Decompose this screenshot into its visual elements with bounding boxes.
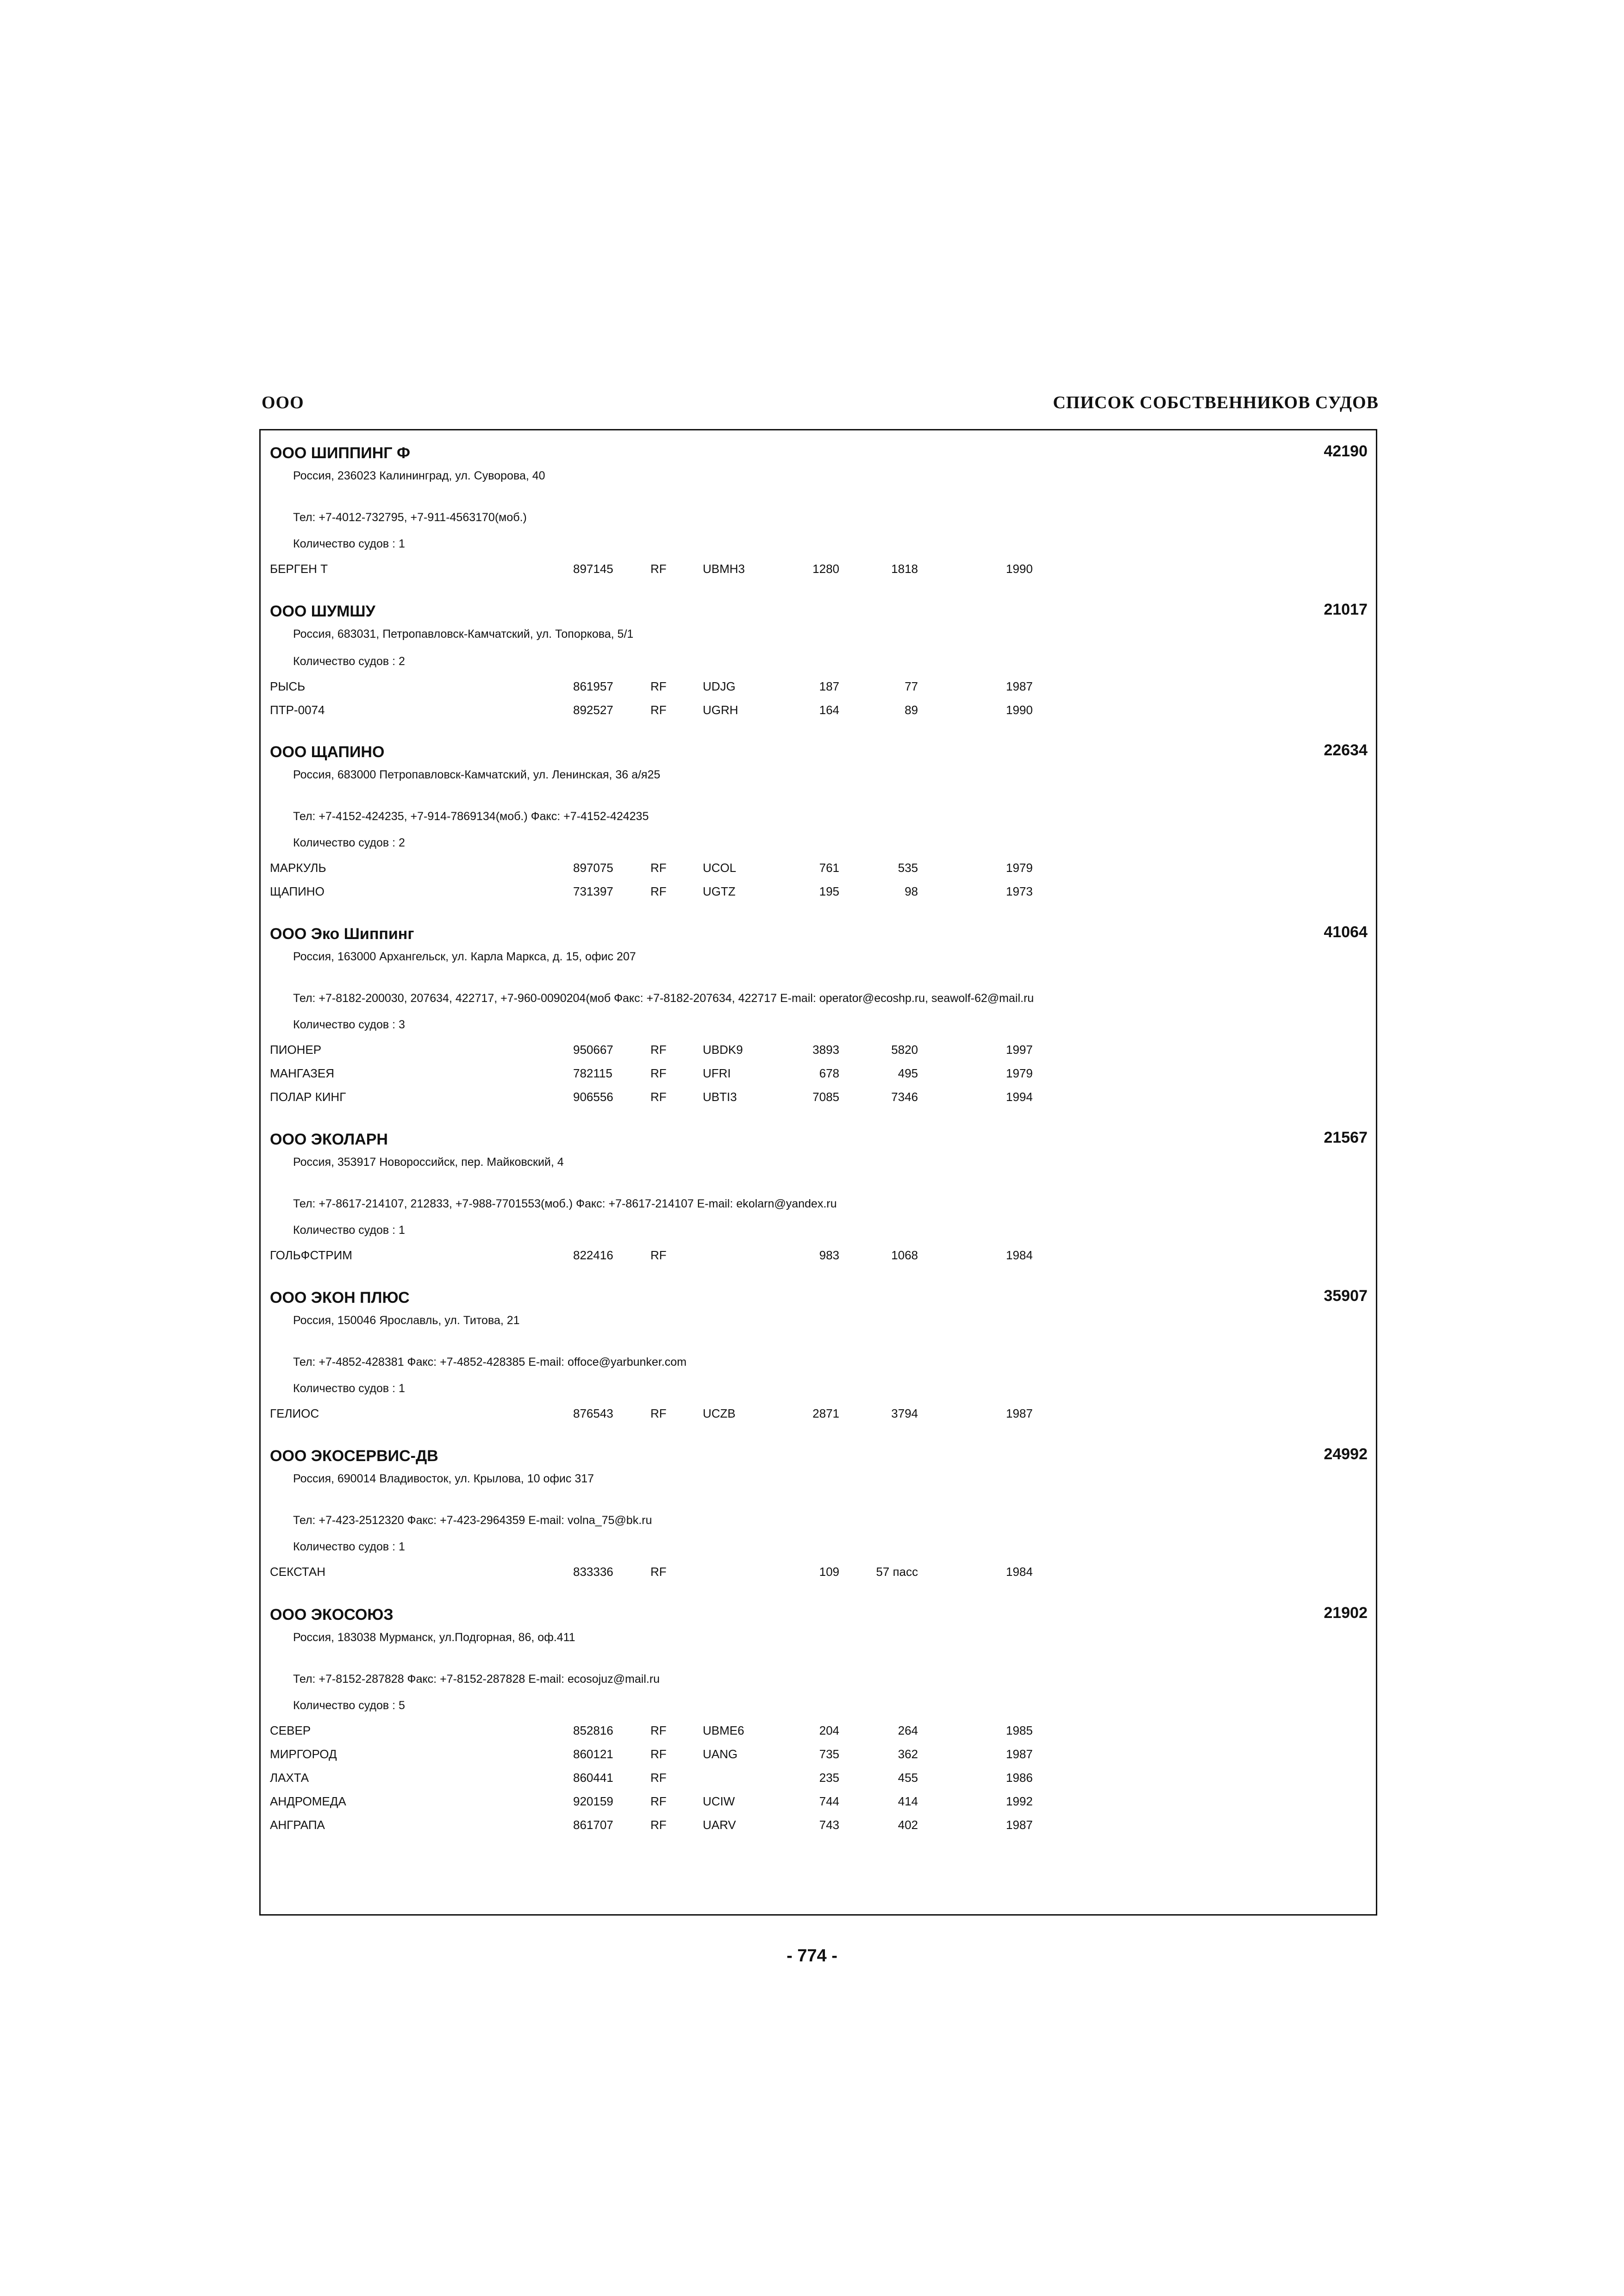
company-name: ООО ЩАПИНО xyxy=(270,743,385,761)
vessel-name: ЛАХТА xyxy=(270,1771,309,1785)
company-name: ООО ШУМШУ xyxy=(270,603,375,620)
vessel-number: 731397 xyxy=(573,884,613,898)
vessel-callsign: UFRI xyxy=(703,1066,731,1080)
vessel-count: Количество судов : 1 xyxy=(293,1382,405,1395)
vessel-name: СЕВЕР xyxy=(270,1724,311,1737)
vessel-gt: 744 xyxy=(819,1794,839,1808)
vessel-year: 1984 xyxy=(1006,1565,1033,1579)
vessel-callsign: UDJG xyxy=(703,679,736,693)
vessel-callsign: UBMH3 xyxy=(703,562,745,576)
running-header-left: OOO xyxy=(262,393,304,412)
vessel-flag: RF xyxy=(650,703,667,717)
vessel-dwt: 495 xyxy=(898,1066,918,1080)
vessel-row xyxy=(261,1771,1376,1789)
vessel-dwt: 89 xyxy=(905,703,918,717)
vessel-dwt: 7346 xyxy=(891,1090,918,1104)
vessel-dwt: 264 xyxy=(898,1724,918,1737)
vessel-callsign: UGTZ xyxy=(703,884,736,898)
vessel-gt: 735 xyxy=(819,1747,839,1761)
vessel-callsign: UCOL xyxy=(703,861,737,875)
vessel-flag: RF xyxy=(650,1747,667,1761)
vessel-row xyxy=(261,1794,1376,1813)
vessel-name: АНГРАПА xyxy=(270,1818,325,1832)
company-contacts: Тел: +7-8617-214107, 212833, +7-988-7701553(моб.) Факс: +7-8617-214107 E-mail: ekolarn@yandex.ru xyxy=(293,1197,837,1210)
vessel-row xyxy=(261,1248,1376,1267)
company-name: ООО ЭКОЛАРН xyxy=(270,1131,388,1148)
vessel-row xyxy=(261,1043,1376,1061)
vessel-number: 950667 xyxy=(573,1043,613,1057)
vessel-flag: RF xyxy=(650,1406,667,1420)
company-address: Россия, 163000 Архангельск, ул. Карла Маркса, д. 15, офис 207 xyxy=(293,950,636,963)
vessel-gt: 678 xyxy=(819,1066,839,1080)
vessel-callsign: UARV xyxy=(703,1818,736,1832)
vessel-year: 1986 xyxy=(1006,1771,1033,1785)
page-number: - 774 - xyxy=(787,1946,837,1966)
vessel-dwt: 77 xyxy=(905,679,918,693)
vessel-dwt: 362 xyxy=(898,1747,918,1761)
vessel-number: 906556 xyxy=(573,1090,613,1104)
vessel-row xyxy=(261,1406,1376,1425)
vessel-dwt: 5820 xyxy=(891,1043,918,1057)
vessel-dwt: 414 xyxy=(898,1794,918,1808)
vessel-number: 860441 xyxy=(573,1771,613,1785)
company-code: 22634 xyxy=(1324,741,1368,759)
vessel-flag: RF xyxy=(650,1090,667,1104)
vessel-flag: RF xyxy=(650,1771,667,1785)
company-contacts: Тел: +7-8152-287828 Факс: +7-8152-287828 E-mail: ecosojuz@mail.ru xyxy=(293,1673,660,1686)
company-code: 35907 xyxy=(1324,1287,1368,1305)
vessel-row xyxy=(261,1565,1376,1583)
vessel-gt: 2871 xyxy=(812,1406,839,1420)
vessel-callsign: UCZB xyxy=(703,1406,736,1420)
vessel-number: 861707 xyxy=(573,1818,613,1832)
vessel-number: 852816 xyxy=(573,1724,613,1737)
vessel-year: 1990 xyxy=(1006,562,1033,576)
vessel-year: 1994 xyxy=(1006,1090,1033,1104)
vessel-year: 1984 xyxy=(1006,1248,1033,1262)
vessel-number: 897145 xyxy=(573,562,613,576)
vessel-row xyxy=(261,861,1376,879)
vessel-year: 1979 xyxy=(1006,1066,1033,1080)
company-name: ООО Эко Шиппинг xyxy=(270,925,414,943)
vessel-year: 1973 xyxy=(1006,884,1033,898)
vessel-year: 1987 xyxy=(1006,679,1033,693)
company-name: ООО ЭКОН ПЛЮС xyxy=(270,1289,410,1307)
vessel-number: 782115 xyxy=(573,1066,612,1080)
company-code: 42190 xyxy=(1324,442,1368,460)
vessel-row xyxy=(261,679,1376,698)
vessel-count: Количество судов : 1 xyxy=(293,537,405,550)
vessel-name: МАНГАЗЕЯ xyxy=(270,1066,334,1080)
company-address: Россия, 683031, Петропавловск-Камчатский, ул. Топоркова, 5/1 xyxy=(293,628,634,641)
vessel-flag: RF xyxy=(650,1043,667,1057)
vessel-number: 876543 xyxy=(573,1406,613,1420)
vessel-count: Количество судов : 3 xyxy=(293,1018,405,1031)
vessel-gt: 1280 xyxy=(812,562,839,576)
vessel-gt: 983 xyxy=(819,1248,839,1262)
vessel-number: 860121 xyxy=(573,1747,613,1761)
company-address: Россия, 353917 Новороссийск, пер. Майковский, 4 xyxy=(293,1156,564,1169)
vessel-name: ГЕЛИОС xyxy=(270,1406,319,1420)
company-address: Россия, 690014 Владивосток, ул. Крылова, 10 офис 317 xyxy=(293,1472,594,1485)
vessel-gt: 743 xyxy=(819,1818,839,1832)
vessel-name: СЕКСТАН xyxy=(270,1565,326,1579)
vessel-year: 1979 xyxy=(1006,861,1033,875)
vessel-dwt: 1818 xyxy=(891,562,918,576)
vessel-row xyxy=(261,703,1376,722)
company-code: 21902 xyxy=(1324,1604,1368,1622)
company-name: ООО ЭКОСОЮЗ xyxy=(270,1606,394,1624)
vessel-flag: RF xyxy=(650,1818,667,1832)
company-contacts: Тел: +7-8182-200030, 207634, 422717, +7-960-0090204(моб Факс: +7-8182-207634, 422717 E-mail: operator@ecoshp.ru, seawolf-62@mail.ru xyxy=(293,992,1034,1005)
vessel-callsign: UCIW xyxy=(703,1794,735,1808)
vessel-flag: RF xyxy=(650,884,667,898)
vessel-number: 833336 xyxy=(573,1565,613,1579)
company-contacts: Тел: +7-423-2512320 Факс: +7-423-2964359 E-mail: volna_75@bk.ru xyxy=(293,1514,652,1527)
vessel-name: ПОЛАР КИНГ xyxy=(270,1090,346,1104)
company-contacts: Тел: +7-4852-428381 Факс: +7-4852-428385 E-mail: offoce@yarbunker.com xyxy=(293,1356,687,1369)
vessel-name: ПТР-0074 xyxy=(270,703,325,717)
company-code: 21567 xyxy=(1324,1129,1368,1146)
vessel-dwt: 98 xyxy=(905,884,918,898)
vessel-callsign: UBDK9 xyxy=(703,1043,743,1057)
vessel-year: 1990 xyxy=(1006,703,1033,717)
vessel-name: РЫСЬ xyxy=(270,679,306,693)
vessel-year: 1985 xyxy=(1006,1724,1033,1737)
vessel-callsign: UGRH xyxy=(703,703,738,717)
vessel-name: ПИОНЕР xyxy=(270,1043,322,1057)
vessel-callsign: UANG xyxy=(703,1747,738,1761)
vessel-flag: RF xyxy=(650,861,667,875)
company-code: 21017 xyxy=(1324,601,1368,618)
vessel-name: БЕРГЕН Т xyxy=(270,562,328,576)
company-code: 41064 xyxy=(1324,923,1368,941)
company-contacts: Тел: +7-4012-732795, +7-911-4563170(моб.) xyxy=(293,511,527,524)
company-address: Россия, 236023 Калининград, ул. Суворова, 40 xyxy=(293,469,545,482)
vessel-flag: RF xyxy=(650,1066,667,1080)
vessel-year: 1987 xyxy=(1006,1818,1033,1832)
vessel-callsign: UBTI3 xyxy=(703,1090,737,1104)
vessel-count: Количество судов : 2 xyxy=(293,655,405,668)
vessel-flag: RF xyxy=(650,679,667,693)
vessel-name: МИРГОРОД xyxy=(270,1747,337,1761)
vessel-row xyxy=(261,1818,1376,1836)
vessel-dwt: 3794 xyxy=(891,1406,918,1420)
vessel-row xyxy=(261,1724,1376,1742)
vessel-dwt: 402 xyxy=(898,1818,918,1832)
vessel-number: 822416 xyxy=(573,1248,613,1262)
company-address: Россия, 683000 Петропавловск-Камчатский, ул. Ленинская, 36 а/я25 xyxy=(293,768,661,781)
vessel-dwt: 455 xyxy=(898,1771,918,1785)
vessel-count: Количество судов : 1 xyxy=(293,1540,405,1553)
vessel-count: Количество судов : 5 xyxy=(293,1699,405,1712)
vessel-flag: RF xyxy=(650,1565,667,1579)
vessel-row xyxy=(261,1747,1376,1766)
vessel-number: 920159 xyxy=(573,1794,613,1808)
vessel-callsign: UBME6 xyxy=(703,1724,744,1737)
vessel-flag: RF xyxy=(650,562,667,576)
vessel-year: 1992 xyxy=(1006,1794,1033,1808)
company-address: Россия, 183038 Мурманск, ул.Подгорная, 86, оф.411 xyxy=(293,1631,575,1644)
vessel-gt: 109 xyxy=(819,1565,839,1579)
vessel-number: 897075 xyxy=(573,861,613,875)
vessel-number: 861957 xyxy=(573,679,613,693)
vessel-gt: 187 xyxy=(819,679,839,693)
vessel-name: ГОЛЬФСТРИМ xyxy=(270,1248,352,1262)
vessel-dwt: 1068 xyxy=(891,1248,918,1262)
vessel-flag: RF xyxy=(650,1724,667,1737)
vessel-row xyxy=(261,884,1376,903)
vessel-flag: RF xyxy=(650,1248,667,1262)
vessel-name: ЩАПИНО xyxy=(270,884,325,898)
company-code: 24992 xyxy=(1324,1445,1368,1463)
vessel-row xyxy=(261,562,1376,580)
vessel-dwt: 57 пасс xyxy=(876,1565,918,1579)
company-name: ООО ЭКОСЕРВИС-ДВ xyxy=(270,1447,438,1465)
vessel-gt: 3893 xyxy=(812,1043,839,1057)
vessel-flag: RF xyxy=(650,1794,667,1808)
vessel-gt: 7085 xyxy=(812,1090,839,1104)
vessel-gt: 164 xyxy=(819,703,839,717)
vessel-gt: 195 xyxy=(819,884,839,898)
owners-list-frame xyxy=(259,429,1377,1916)
vessel-gt: 761 xyxy=(819,861,839,875)
vessel-row xyxy=(261,1066,1376,1085)
company-name: ООО ШИППИНГ Ф xyxy=(270,444,410,462)
vessel-year: 1987 xyxy=(1006,1747,1033,1761)
vessel-dwt: 535 xyxy=(898,861,918,875)
vessel-year: 1997 xyxy=(1006,1043,1033,1057)
vessel-year: 1987 xyxy=(1006,1406,1033,1420)
company-contacts: Тел: +7-4152-424235, +7-914-7869134(моб.) Факс: +7-4152-424235 xyxy=(293,810,649,823)
vessel-name: АНДРОМЕДА xyxy=(270,1794,346,1808)
vessel-gt: 235 xyxy=(819,1771,839,1785)
vessel-count: Количество судов : 2 xyxy=(293,836,405,849)
company-address: Россия, 150046 Ярославль, ул. Титова, 21 xyxy=(293,1314,520,1327)
vessel-number: 892527 xyxy=(573,703,613,717)
running-header-right: СПИСОК СОБСТВЕННИКОВ СУДОВ xyxy=(1053,393,1379,412)
vessel-name: МАРКУЛЬ xyxy=(270,861,326,875)
vessel-count: Количество судов : 1 xyxy=(293,1224,405,1237)
vessel-row xyxy=(261,1090,1376,1108)
vessel-gt: 204 xyxy=(819,1724,839,1737)
